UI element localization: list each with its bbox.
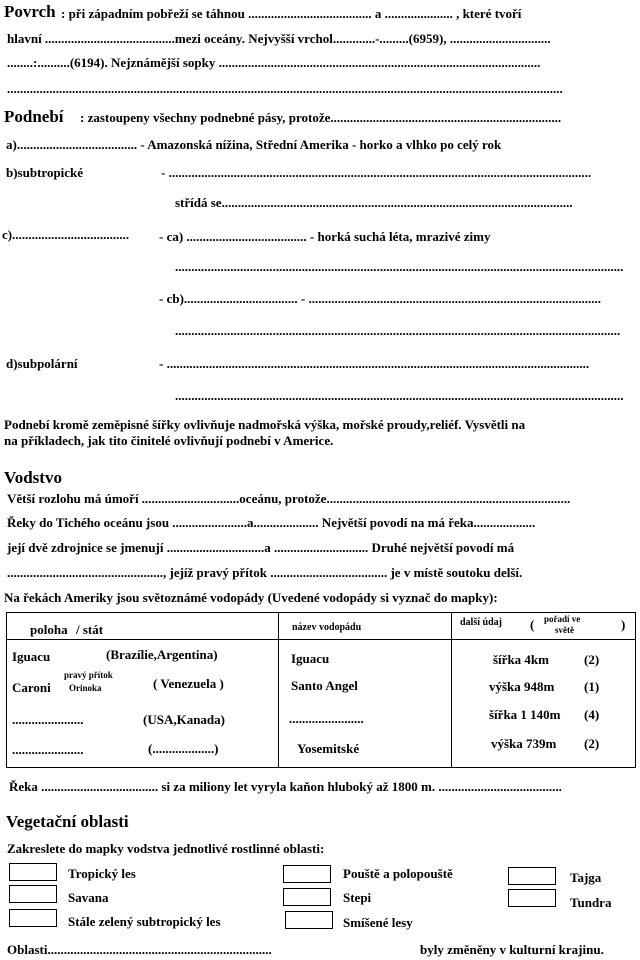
th-paren-close: ) (621, 617, 626, 632)
th-udaj: další údaj (460, 617, 502, 628)
vegetace-footer-left: Oblasti..................................................................... (7, 942, 272, 957)
podnebi-ca-cont: .......................................................................................................................................... (175, 259, 624, 274)
row1-state: (Brazílie,Argentina) (106, 647, 218, 662)
povrch-line-2: hlavní ........................................mezi oceány. Nejvyšší vrchol.............-.........(6959), ............................... (7, 31, 551, 46)
legend-label-tropical: Tropický les (68, 866, 136, 881)
row3-fact: šířka 1 140m (489, 707, 561, 722)
th-stat: / stát (76, 622, 104, 637)
podnebi-b-label: b)subtropické (6, 165, 84, 180)
podnebi-ca: - ca) ..................................... - horká suchá léta, mrazivé zimy (159, 229, 491, 244)
row4-name: Yosemitské (297, 741, 360, 756)
th-paren-open: ( (530, 617, 535, 632)
podnebi-b-stride: střídá se............................................................................................................ (175, 195, 573, 210)
povrch-heading: Povrch (4, 2, 56, 21)
th-nazev: název vodopádu (292, 622, 362, 633)
legend-label-steppe: Stepi (343, 890, 372, 905)
legend-box-savanna[interactable] (9, 885, 57, 903)
podnebi-d-label: d)subpolární (6, 356, 78, 371)
legend-box-desert[interactable] (283, 865, 331, 883)
podnebi-d-cont: .......................................................................................................................................... (175, 388, 624, 403)
waterfalls-intro: Na řekách Ameriky jsou světoznámé vodopády (Uvedené vodopády si vyznač do mapky): (4, 590, 498, 605)
row3-rank: (4) (584, 707, 600, 722)
podnebi-b-line: - .................................................................................................................................. (161, 165, 592, 180)
row4-state: (...................) (148, 741, 219, 756)
vodstvo-heading: Vodstvo (4, 468, 62, 487)
podnebi-cb-cont: ......................................................................................................................................... (175, 323, 621, 338)
row2-note-2: Orinoka (69, 683, 102, 693)
podnebi-intro: : zastoupeny všechny podnebné pásy, protože....................................................................... (80, 110, 562, 125)
row4-rank: (2) (584, 736, 600, 751)
legend-box-tundra[interactable] (508, 889, 556, 907)
legend-label-subtropical: Stále zelený subtropický les (68, 914, 221, 929)
vodstvo-line-1: Větší rozlohu má úmoří ..............................oceánu, protože........................................................................... (7, 491, 571, 506)
vegetace-heading: Vegetační oblasti (6, 812, 129, 831)
podnebi-note-2: na příkladech, jak tito činitelé ovlivňují podnebí v Americe. (4, 433, 334, 448)
legend-label-tundra: Tundra (570, 895, 612, 910)
row2-fact: výška 948m (489, 679, 555, 694)
row2-note-1: pravý přítok (64, 670, 113, 680)
podnebi-note-1: Podnebí kromě zeměpisné šířky ovlivňuje nadmořská výška, mořské proudy,reliéf. Vysvětli na (4, 417, 526, 432)
row2-rank: (1) (584, 679, 600, 694)
legend-box-taiga[interactable] (508, 867, 556, 885)
row1-place: Iguacu (12, 649, 51, 664)
podnebi-heading: Podnebí (4, 107, 64, 126)
legend-box-steppe[interactable] (283, 888, 331, 906)
podnebi-cb: - cb)................................... - .......................................................................................... (159, 291, 601, 306)
povrch-line-1: : při západním pobřeží se táhnou ...................................... a ..................... , které tvoří (61, 6, 522, 21)
row4-fact: výška 739m (491, 736, 557, 751)
povrch-line-3: ........:..........(6194). Nejznámější sopky ................................................................................................... (7, 55, 541, 70)
canyon-line: Řeka .................................... si za miliony let vyryla kaňon hluboký až 1800 m. ...................................... (9, 779, 562, 794)
vodstvo-line-4: ................................................, jejíž pravý přítok .................................... je v místě soutoku delší. (7, 565, 523, 580)
row2-name: Santo Angel (291, 678, 358, 693)
legend-label-savanna: Savana (68, 890, 109, 905)
legend-box-subtropical[interactable] (9, 909, 57, 927)
row3-state: (USA,Kanada) (143, 712, 225, 727)
vegetace-intro: Zakreslete do mapky vodstva jednotlivé rostlinné oblasti: (7, 841, 325, 856)
row1-name: Iguacu (291, 651, 330, 666)
row2-place: Caroni (12, 680, 51, 695)
vegetace-footer-right: byly změněny v kulturní krajinu. (420, 942, 604, 957)
th-poradi-2: světě (555, 625, 574, 635)
legend-label-desert: Pouště a polopouště (343, 866, 453, 881)
vodstvo-line-3: její dvě zdrojnice se jmenují ..............................a ............................. Druhé největší povodí má (7, 540, 515, 555)
th-poloha: poloha (30, 622, 68, 637)
legend-box-mixed-forest[interactable] (285, 911, 333, 929)
povrch-line-4: ........................................................................................................................................................................... (7, 81, 563, 96)
legend-box-tropical[interactable] (9, 863, 57, 881)
row1-fact: šířka 4km (493, 652, 549, 667)
row3-place: ...................... (12, 712, 84, 727)
row1-rank: (2) (584, 652, 600, 667)
podnebi-d-line: - .................................................................................................................................. (159, 356, 590, 371)
podnebi-c-label: c).................................... (2, 227, 130, 242)
podnebi-a: a)..................................... - Amazonská nížina, Střední Amerika - horko a vlhko po celý rok (6, 137, 502, 152)
legend-label-mixed-forest: Smíšené lesy (343, 915, 413, 930)
legend-label-taiga: Tajga (570, 870, 602, 885)
row4-place: ...................... (12, 742, 84, 757)
row2-state: ( Venezuela ) (153, 676, 224, 691)
row3-name: ....................... (289, 711, 364, 726)
th-poradi-1: pořadí ve (544, 614, 581, 624)
vodstvo-line-2: Řeky do Tichého oceánu jsou .......................a.................... Největší povodí na má řeka................... (7, 515, 536, 530)
